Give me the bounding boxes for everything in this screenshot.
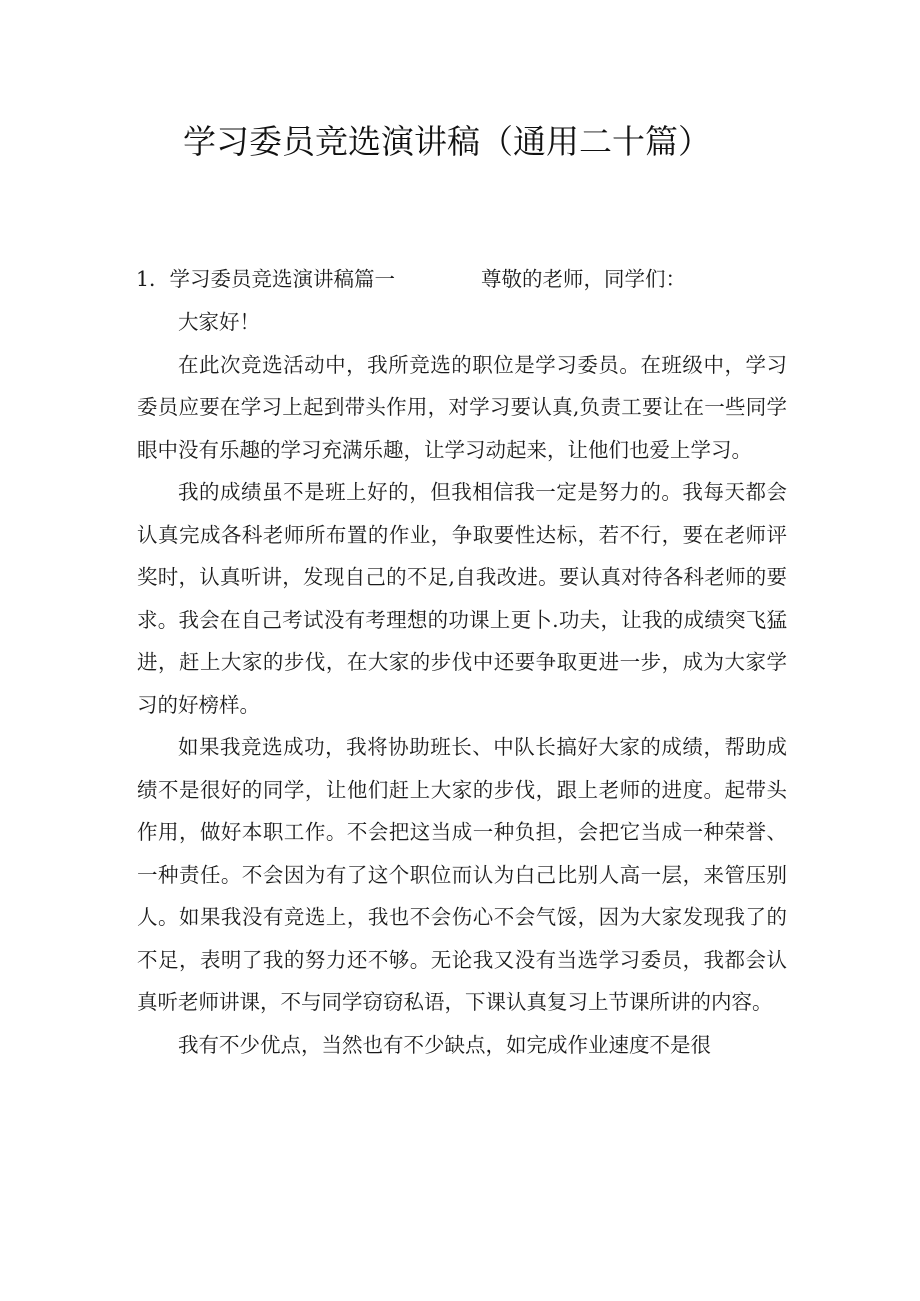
paragraph: 我有不少优点，当然也有不少缺点，如完成作业速度不是很 [178, 1032, 711, 1057]
section-heading: 1．学习委员竞选演讲稿篇一 [136, 267, 396, 291]
paragraph: 我的成绩虽不是班上好的，但我相信我一定是努力的。我每天都会认真完成各科老师所布置的作业，争取要性达标，若不行，要在老师评奖时，认真听讲，发现自己的不足,自我改进。要认真对待各科老师的要求。我会在自己考试没有考理想的功课上更卜.功夫，让我的成绩突飞猛进，赶上大家的步伐，在大家的步伐中还要争取更进一步，成为大家学习的好榜样。 [137, 480, 787, 717]
paragraph-greeting: 大家好！ [178, 310, 260, 334]
paragraph: 如果我竞选成功，我将协助班长、中队长搞好大家的成绩，帮助成绩不是很好的同学，让他们赶上大家的步伐，跟上老师的进度。起带头作用，做好本职工作。不会把这当成一种负担，会把它当成一种荣誉、一种责任。不会因为有了这个职位而认为白己比别人高一层，来管压别人。如果我没有竞选上，我也不会伤心不会气馁，因为大家发现我了的不足，表明了我的努力还不够。无论我又没有当选学习委员，我都会认真听老师讲课，不与同学窃窃私语，下课认真复习上节课所讲的内容。 [137, 735, 787, 1014]
document-title: 学习委员竞选演讲稿（通用二十篇） [183, 122, 711, 161]
salutation: 尊敬的老师，同学们： [481, 267, 686, 291]
paragraph: 在此次竞选活动中，我所竞选的职位是学习委员。在班级中，学习委员应要在学习上起到带头作用，对学习要认真,负责工要让在一些同学眼中没有乐趣的学习充满乐趣，让学习动起来，让他们也爱上学习。 [137, 352, 787, 462]
body-text [137, 301, 787, 1066]
heading-line [136, 259, 796, 299]
